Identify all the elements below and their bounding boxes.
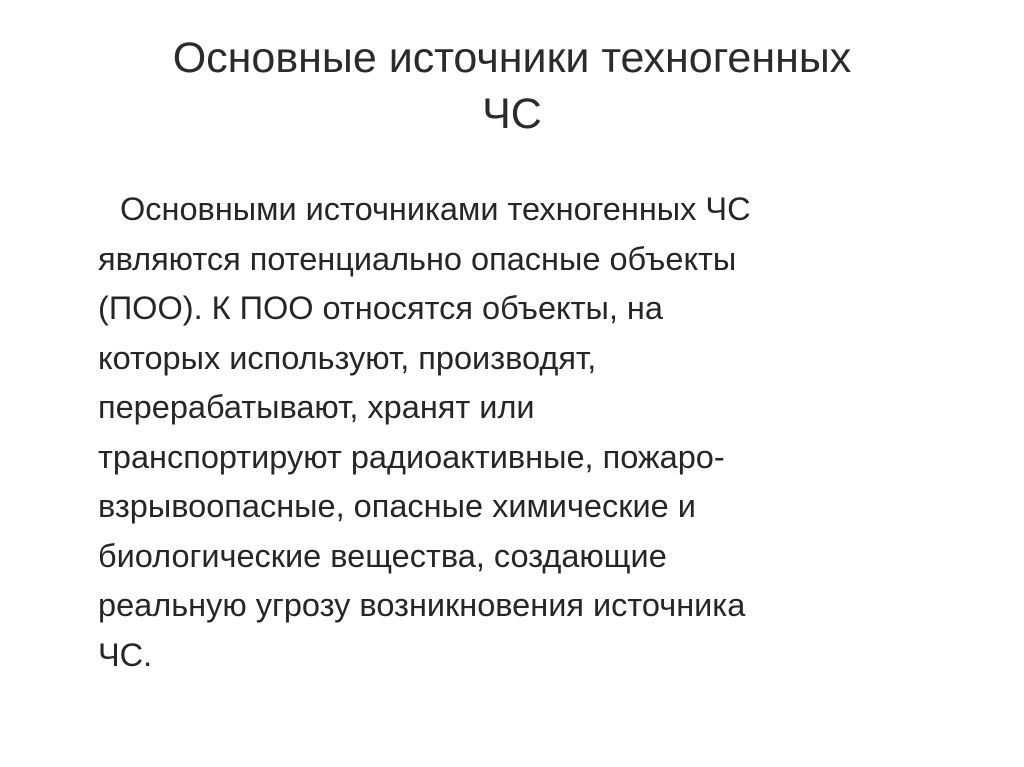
body-line: которых используют, производят, (98, 339, 597, 376)
body-line: Основными источниками техногенных ЧС (120, 191, 751, 227)
slide-title (60, 30, 964, 142)
body-line: взрывоопасные, опасные химические и (98, 488, 696, 524)
body-line: ЧС. (98, 636, 153, 673)
title-line: Основные источники техногенных (172, 34, 852, 82)
body-line: являются потенциально опасные объекты (98, 240, 737, 277)
slide-body-text (98, 185, 958, 680)
body-line: (ПОО). К ПОО относятся объекты, на (98, 290, 663, 326)
body-line: перерабатывают, хранят или (98, 389, 535, 425)
body-line: транспортируют радиоактивные, пожаро- (98, 438, 725, 475)
body-line: биологические вещества, создающие (98, 537, 667, 574)
body-line: реальную угрозу возникновения источника (98, 587, 746, 623)
title-line: ЧС (482, 90, 542, 138)
